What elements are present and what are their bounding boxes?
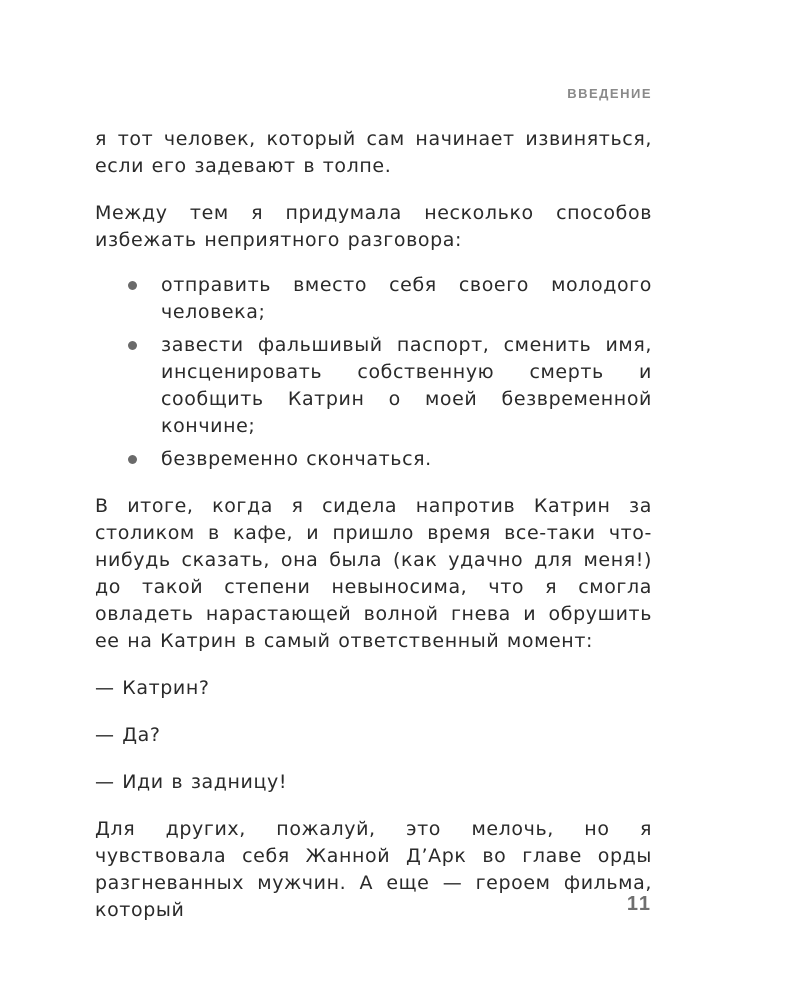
- paragraph: Между тем я придумала несколько способов избежать неприятного разговора:: [95, 202, 652, 251]
- paragraph: В итоге, когда я сидела напротив Катрин за столиком в кафе, и пришло время все-таки что-нибудь сказать, она была (как удачно для меня!) до такой степени невыносима, что я смогла овладеть нарастающей волной гнева и обрушить ее на Катрин в самый ответственный момент:: [95, 495, 652, 652]
- bullet-icon: [128, 341, 137, 350]
- list-item: [161, 446, 652, 473]
- dialogue-line: — Да?: [95, 724, 161, 746]
- dialogue-line: — Катрин?: [95, 677, 210, 699]
- list-item-text: отправить вместо себя своего молодого человека;: [161, 274, 652, 323]
- bullet-list: [95, 272, 652, 473]
- paragraph: Для других, пожалуй, это мелочь, но я чувствовала себя Жанной Д’Арк во главе орды разгневанных мужчин. А еще — героем фильма, который: [95, 818, 652, 921]
- paragraph: я тот человек, который сам начинает извиняться, если его задевают в толпе.: [95, 128, 652, 177]
- dialogue-line: — Иди в задницу!: [95, 771, 288, 793]
- list-item: [161, 272, 652, 326]
- list-item: [161, 332, 652, 440]
- list-item-text: безвременно скончаться.: [161, 448, 432, 470]
- running-header: ВВЕДЕНИЕ: [567, 86, 652, 101]
- list-item-text: завести фальшивый паспорт, сменить имя, инсценировать собственную смерть и сообщить Катрин о моей безвременной кончине;: [161, 334, 652, 437]
- bullet-icon: [128, 281, 137, 290]
- page-number: 11: [626, 893, 652, 915]
- page-body: [95, 126, 652, 924]
- bullet-icon: [128, 455, 137, 464]
